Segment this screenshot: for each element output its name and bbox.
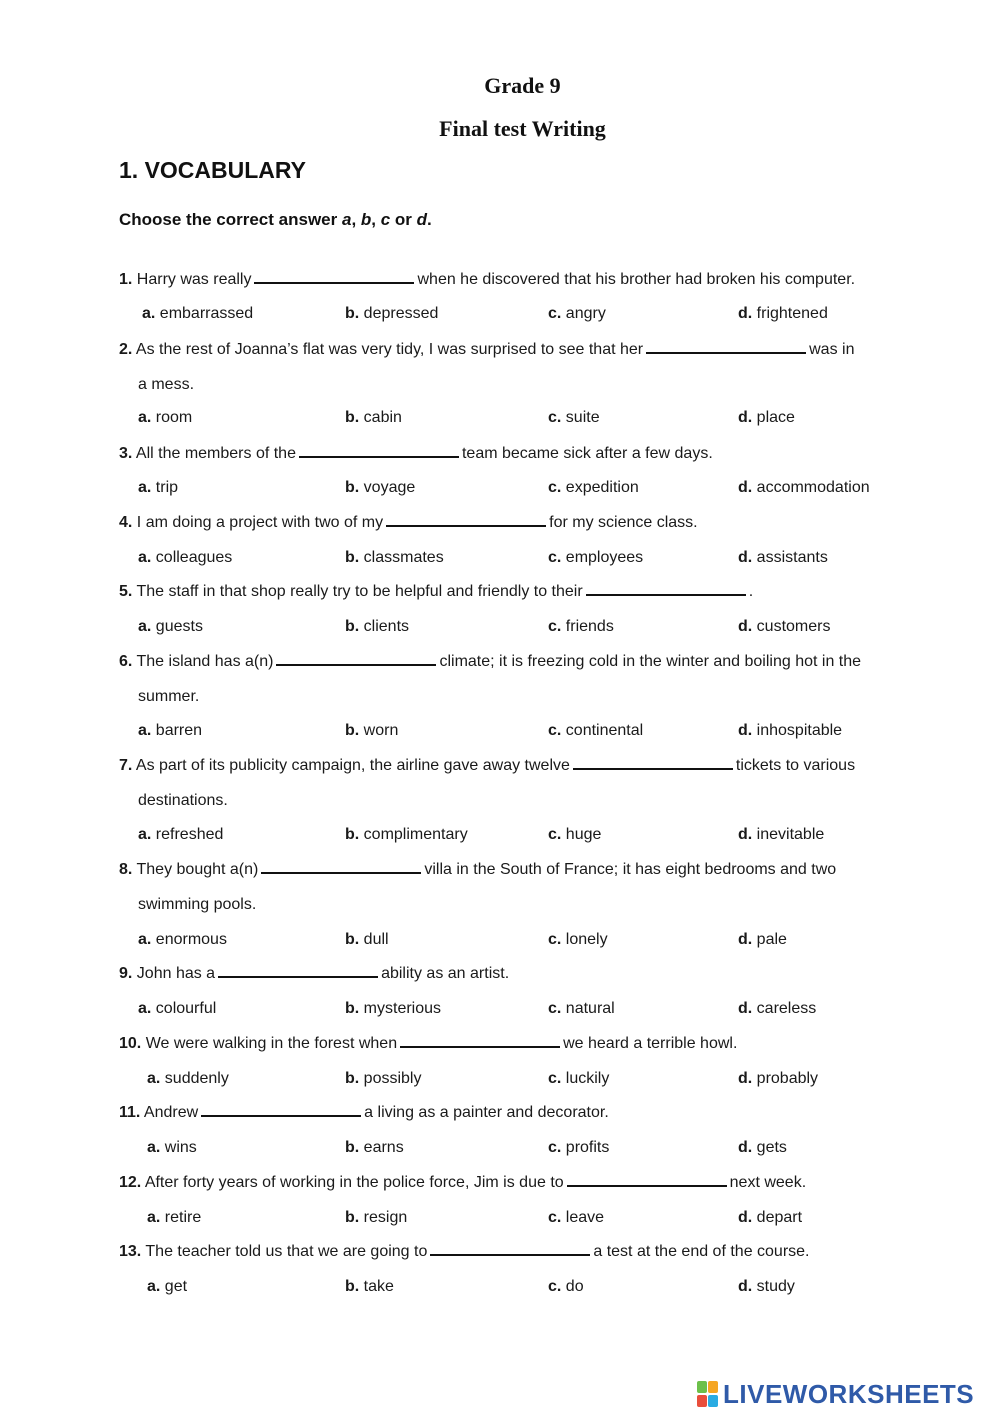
option-text: classmates [363, 549, 444, 566]
option-letter: b. [345, 722, 360, 739]
answer-option[interactable] [345, 1277, 394, 1297]
answer-option[interactable] [345, 304, 438, 324]
question-text-before: As the rest of Joanna’s flat was very tidy, I was surprised to see that her [135, 341, 644, 358]
option-text: inevitable [756, 826, 825, 843]
option-text: inhospitable [756, 722, 843, 739]
question-text-after: when he discovered that his brother had broken his computer. [417, 271, 856, 288]
question-text-before: After forty years of working in the police force, Jim is due to [144, 1174, 564, 1191]
option-letter: c. [548, 1139, 562, 1156]
option-letter: a. [138, 722, 152, 739]
option-text: luckily [565, 1070, 610, 1087]
option-letter: a. [138, 1000, 152, 1017]
question-10 [119, 1034, 737, 1054]
section-title: 1. VOCABULARY [119, 157, 306, 183]
answer-option[interactable] [548, 1208, 604, 1228]
answer-blank[interactable] [218, 964, 378, 978]
option-text: friends [565, 618, 614, 635]
option-text: retire [164, 1209, 202, 1226]
option-letter: b. [345, 409, 360, 426]
question-6 [119, 652, 861, 672]
answer-option[interactable] [548, 930, 608, 950]
question-number: 1. [119, 271, 133, 288]
answer-blank[interactable] [386, 513, 546, 527]
answer-option[interactable] [548, 1138, 609, 1158]
option-text: leave [565, 1209, 605, 1226]
option-letter: c. [548, 549, 562, 566]
option-letter: b. [345, 1070, 360, 1087]
answer-option[interactable] [147, 1208, 201, 1228]
answer-option[interactable] [738, 548, 828, 568]
question-3 [119, 444, 713, 464]
question-text-after: . [748, 583, 754, 600]
question-12 [119, 1173, 806, 1193]
answer-option[interactable] [548, 999, 615, 1019]
answer-option[interactable] [345, 825, 468, 845]
question-text-after: tickets to various [735, 757, 856, 774]
answer-blank[interactable] [201, 1103, 361, 1117]
answer-option[interactable] [738, 304, 828, 324]
option-text: profits [565, 1139, 610, 1156]
answer-option[interactable] [738, 1208, 802, 1228]
option-text: suddenly [164, 1070, 229, 1087]
option-letter: d. [738, 549, 753, 566]
answer-option[interactable] [548, 1277, 584, 1297]
instructions: Choose the correct answer a, b, c or d. [119, 210, 432, 229]
answer-option[interactable] [138, 548, 232, 568]
option-text: mysterious [363, 1000, 442, 1017]
option-letter: c. [548, 1209, 562, 1226]
answer-option[interactable] [147, 1138, 197, 1158]
option-text: employees [565, 549, 644, 566]
question-number: 4. [119, 514, 133, 531]
question-text-after: was in [809, 341, 855, 358]
question-2 [119, 340, 854, 360]
option-letter: a. [142, 305, 156, 322]
question-number: 7. [119, 757, 133, 774]
answer-option[interactable] [345, 930, 389, 950]
answer-option[interactable] [138, 617, 203, 637]
page-subtitle: Final test Writing [439, 116, 606, 141]
option-text: worn [363, 722, 399, 739]
answer-option[interactable] [548, 617, 614, 637]
question-text-before: John has a [136, 965, 216, 982]
answer-option[interactable] [548, 304, 606, 324]
option-letter: c. [548, 722, 562, 739]
answer-option[interactable] [738, 408, 795, 428]
answer-blank[interactable] [299, 444, 459, 458]
option-text: frightened [756, 305, 828, 322]
question-number: 3. [119, 445, 133, 462]
option-letter: d. [738, 1139, 753, 1156]
answer-blank[interactable] [573, 756, 733, 770]
option-text: take [363, 1278, 394, 1295]
option-letter: c. [548, 479, 562, 496]
option-letter: d. [738, 1209, 753, 1226]
question-text-after: climate; it is freezing cold in the winter and boiling hot in the [439, 653, 862, 670]
answer-option[interactable] [738, 999, 816, 1019]
option-letter: c. [548, 826, 562, 843]
answer-blank[interactable] [254, 270, 414, 284]
option-text: barren [155, 722, 203, 739]
option-letter: c. [548, 305, 562, 322]
question-text-after: a living as a painter and decorator. [364, 1104, 609, 1121]
answer-option[interactable] [548, 721, 643, 741]
question-text-before: The island has a(n) [136, 653, 274, 670]
question-text-after: villa in the South of France; it has eight bedrooms and two [424, 861, 837, 878]
answer-blank[interactable] [261, 860, 421, 874]
question-text-after: ability as an artist. [381, 965, 510, 982]
answer-option[interactable] [738, 478, 870, 498]
option-letter: b. [345, 618, 360, 635]
option-letter: d. [738, 826, 753, 843]
option-text: cabin [363, 409, 402, 426]
answer-option[interactable] [548, 478, 639, 498]
answer-option[interactable] [345, 999, 441, 1019]
question-text-before: Andrew [143, 1104, 199, 1121]
option-letter: b. [345, 305, 360, 322]
option-letter: a. [138, 618, 152, 635]
answer-option[interactable] [345, 721, 398, 741]
option-letter: a. [147, 1070, 161, 1087]
option-letter: c. [548, 931, 562, 948]
answer-option[interactable] [738, 825, 824, 845]
answer-blank[interactable] [646, 340, 806, 354]
answer-option[interactable] [138, 478, 178, 498]
option-letter: a. [147, 1209, 161, 1226]
answer-option[interactable] [138, 825, 223, 845]
question-text-before: I am doing a project with two of my [136, 514, 384, 531]
answer-option[interactable] [345, 1069, 421, 1089]
option-letter: c. [548, 409, 562, 426]
option-text: colourful [155, 1000, 217, 1017]
answer-option[interactable] [548, 825, 601, 845]
page-title: Grade 9 [484, 73, 561, 98]
option-text: refreshed [155, 826, 224, 843]
answer-option[interactable] [345, 548, 444, 568]
option-text: probably [756, 1070, 819, 1087]
question-7 [119, 756, 855, 776]
answer-blank[interactable] [400, 1034, 560, 1048]
option-letter: a. [138, 479, 152, 496]
answer-blank[interactable] [276, 652, 436, 666]
option-letter: d. [738, 931, 753, 948]
option-letter: d. [738, 305, 753, 322]
option-text: huge [565, 826, 602, 843]
answer-option[interactable] [345, 478, 415, 498]
option-text: lonely [565, 931, 608, 948]
option-text: resign [363, 1209, 408, 1226]
question-text-after: we heard a terrible howl. [563, 1035, 738, 1052]
option-letter: d. [738, 479, 753, 496]
answer-option[interactable] [138, 721, 202, 741]
answer-option[interactable] [738, 1277, 795, 1297]
option-letter: a. [147, 1278, 161, 1295]
answer-option[interactable] [345, 1208, 407, 1228]
option-letter: a. [138, 409, 152, 426]
option-letter: d. [738, 1070, 753, 1087]
question-number: 6. [119, 653, 133, 670]
option-text: careless [756, 1000, 817, 1017]
question-text-after: next week. [729, 1174, 807, 1191]
option-text: depressed [363, 305, 439, 322]
option-letter: b. [345, 1000, 360, 1017]
option-text: study [756, 1278, 795, 1295]
option-text: gets [756, 1139, 787, 1156]
question-5 [119, 582, 753, 602]
option-letter: b. [345, 826, 360, 843]
question-9 [119, 964, 509, 984]
liveworksheets-logo-icon [697, 1380, 719, 1408]
option-letter: c. [548, 1070, 562, 1087]
option-letter: a. [147, 1139, 161, 1156]
answer-option[interactable] [147, 1277, 187, 1297]
option-text: depart [756, 1209, 803, 1226]
option-letter: b. [345, 1139, 360, 1156]
option-text: angry [565, 305, 606, 322]
option-text: room [155, 409, 193, 426]
question-text-after: team became sick after a few days. [461, 445, 713, 462]
option-letter: d. [738, 1000, 753, 1017]
option-letter: a. [138, 931, 152, 948]
option-letter: d. [738, 618, 753, 635]
answer-option[interactable] [738, 721, 842, 741]
answer-option[interactable] [138, 999, 216, 1019]
option-text: natural [565, 1000, 615, 1017]
question-4 [119, 513, 698, 533]
option-letter: a. [138, 549, 152, 566]
question-number: 12. [119, 1174, 142, 1191]
option-letter: c. [548, 1000, 562, 1017]
logo-text: LIVEWORKSHEETS [723, 1378, 975, 1409]
question-number: 5. [119, 583, 133, 600]
question-11 [119, 1103, 609, 1123]
option-letter: c. [548, 618, 562, 635]
option-letter: d. [738, 722, 753, 739]
question-number: 10. [119, 1035, 142, 1052]
question-number: 8. [119, 861, 133, 878]
option-letter: a. [138, 826, 152, 843]
question-number: 2. [119, 341, 133, 358]
question-text-before: Harry was really [136, 271, 252, 288]
option-text: colleagues [155, 549, 233, 566]
option-text: complimentary [363, 826, 468, 843]
option-text: enormous [155, 931, 227, 948]
question-continuation: a mess. [138, 376, 195, 393]
question-text-after: a test at the end of the course. [593, 1243, 810, 1260]
answer-option[interactable] [345, 408, 402, 428]
option-text: embarrassed [159, 305, 254, 322]
option-letter: b. [345, 479, 360, 496]
option-letter: d. [738, 1278, 753, 1295]
option-text: voyage [363, 479, 416, 496]
answer-option[interactable] [138, 408, 192, 428]
answer-option[interactable] [138, 930, 227, 950]
question-number: 13. [119, 1243, 142, 1260]
option-letter: c. [548, 1278, 562, 1295]
option-text: do [565, 1278, 584, 1295]
question-continuation: swimming pools. [138, 896, 257, 913]
option-letter: b. [345, 1209, 360, 1226]
question-continuation: destinations. [138, 792, 228, 809]
option-text: continental [565, 722, 644, 739]
option-text: customers [756, 618, 831, 635]
option-letter: b. [345, 931, 360, 948]
option-text: possibly [363, 1070, 422, 1087]
answer-option[interactable] [738, 1069, 818, 1089]
option-text: pale [756, 931, 787, 948]
answer-option[interactable] [548, 548, 643, 568]
answer-option[interactable] [738, 1138, 787, 1158]
answer-blank[interactable] [586, 582, 746, 596]
question-text-after: for my science class. [549, 514, 698, 531]
option-text: clients [363, 618, 410, 635]
option-text: wins [164, 1139, 197, 1156]
question-1 [119, 270, 855, 290]
answer-option[interactable] [738, 617, 830, 637]
question-8 [119, 860, 836, 880]
option-letter: b. [345, 1278, 360, 1295]
answer-option[interactable] [142, 304, 253, 324]
answer-blank[interactable] [567, 1173, 727, 1187]
option-text: accommodation [756, 479, 870, 496]
answer-option[interactable] [147, 1069, 229, 1089]
option-text: assistants [756, 549, 828, 566]
question-text-before: As part of its publicity campaign, the airline gave away twelve [135, 757, 570, 774]
question-number: 11. [119, 1104, 141, 1121]
question-number: 9. [119, 965, 133, 982]
answer-option[interactable] [548, 1069, 609, 1089]
question-text-before: The staff in that shop really try to be helpful and friendly to their [136, 583, 583, 600]
option-text: trip [155, 479, 179, 496]
option-text: guests [155, 618, 203, 635]
option-text: dull [363, 931, 389, 948]
question-text-before: The teacher told us that we are going to [145, 1243, 428, 1260]
option-letter: d. [738, 409, 753, 426]
option-text: expedition [565, 479, 639, 496]
option-text: place [756, 409, 795, 426]
question-13 [119, 1242, 810, 1262]
answer-blank[interactable] [430, 1242, 590, 1256]
answer-option[interactable] [548, 408, 600, 428]
answer-option[interactable] [738, 930, 787, 950]
option-text: earns [363, 1139, 404, 1156]
option-text: get [164, 1278, 188, 1295]
question-text-before: They bought a(n) [136, 861, 259, 878]
option-letter: b. [345, 549, 360, 566]
option-text: suite [565, 409, 600, 426]
answer-option[interactable] [345, 617, 409, 637]
question-text-before: All the members of the [135, 445, 296, 462]
question-continuation: summer. [138, 688, 200, 705]
question-text-before: We were walking in the forest when [145, 1035, 398, 1052]
liveworksheets-logo [697, 1376, 974, 1412]
answer-option[interactable] [345, 1138, 404, 1158]
